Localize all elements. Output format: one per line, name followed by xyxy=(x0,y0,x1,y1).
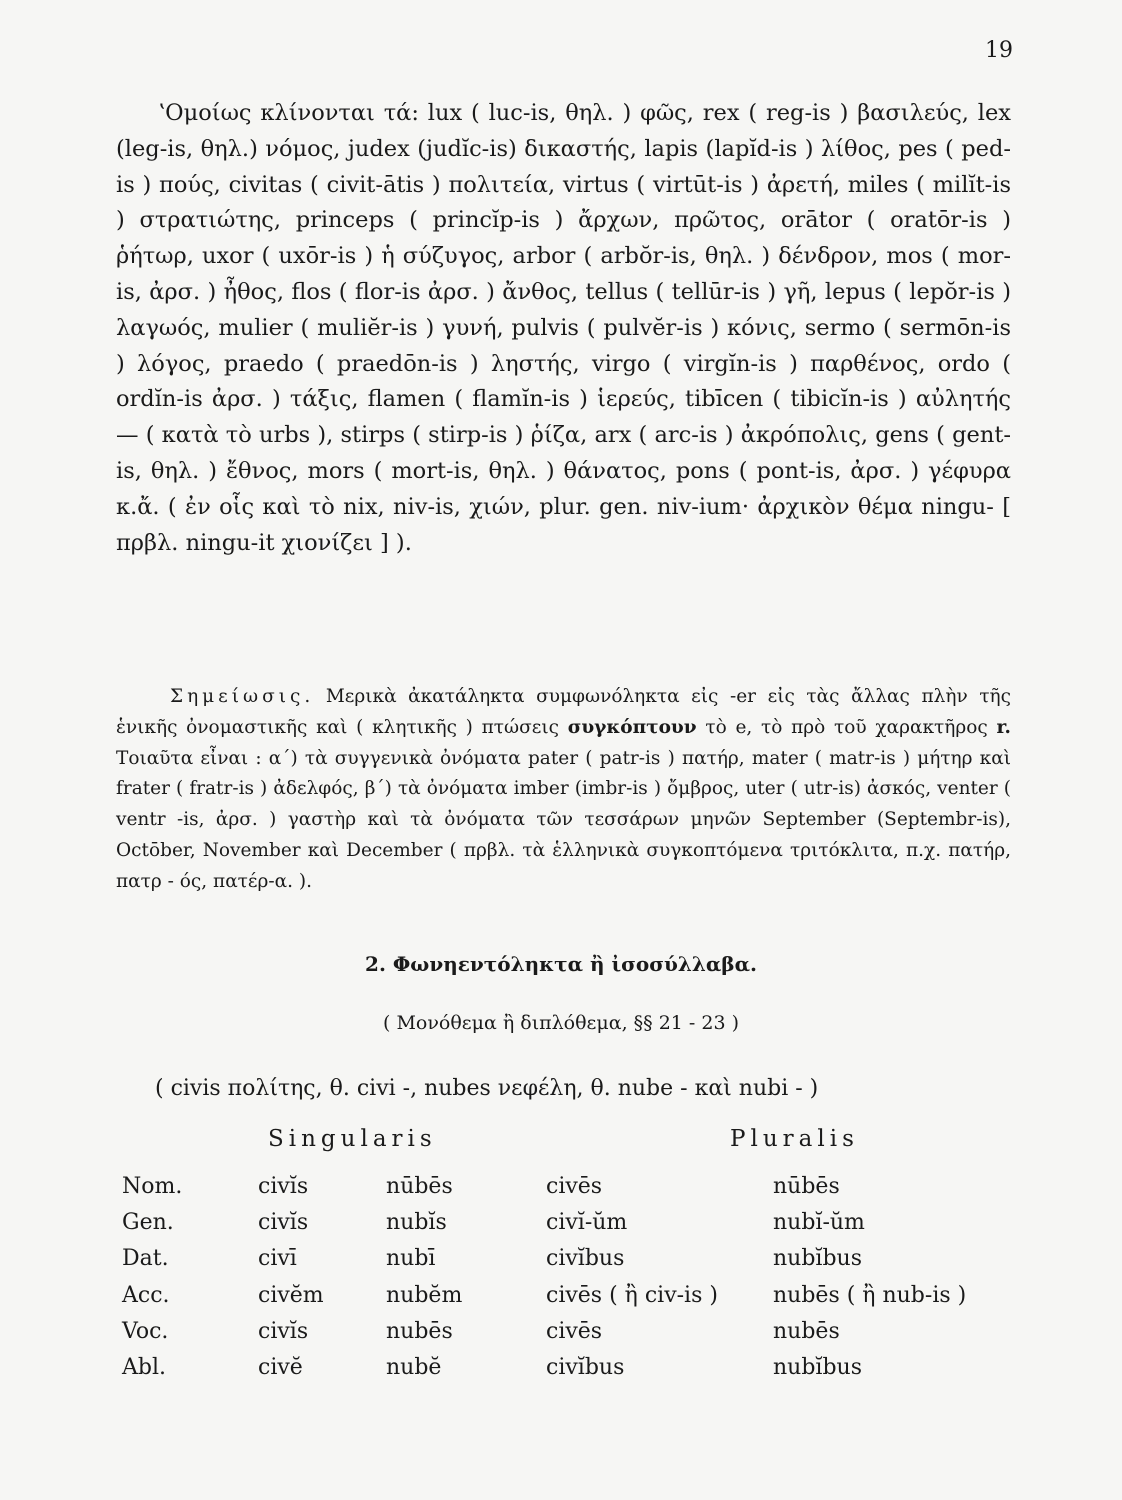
plural-header: Pluralis xyxy=(730,1126,859,1152)
note-text-part1: Μερικὰ ἀκατάληκτα συμφωνόληκτα εἰς -er εἰς τὰς ἄλλας πλὴν τῆς ἑνικῆς ὀνομαστικῆς καὶ ( κλητικῆς ) πτώσεις xyxy=(116,686,1011,738)
singular-nubes: nubĭs xyxy=(386,1210,447,1236)
case-label: Dat. xyxy=(122,1246,169,1272)
declension-examples-paragraph: ʽΟμοίως κλίνονται τά: lux ( luc-is, θηλ. ) φῶς, rex ( reg-is ) βασιλεύς, lex (leg-is, θηλ.) νόμος, judex (judĭc-is) δικαστής, lapis (lapĭd-is ) λίθος, pes ( ped-is ) πούς, civitas ( civit-ātis ) πολιτεία, virtus ( virtūt-is ) ἀρετή, miles ( milĭt-is ) στρατιώτης, princeps ( princĭp-is ) ἄρχων, πρῶτος, orātor ( oratōr-is ) ῥήτωρ, uxor ( uxōr-is ) ἡ σύζυγος, arbor ( arbŏr-is, θηλ. ) δένδρον, mos ( mor-is, ἀρσ. ) ἦθος, flos ( flor-is ἀρσ. ) ἄνθος, tellus ( tellūr-is ) γῆ, lepus ( lepŏr-is ) λαγωός, mulier ( muliĕr-is ) γυνή, pulvis ( pulvĕr-is ) κόνις, sermo ( sermōn-is ) λόγος, praedo ( praedōn-is ) ληστής, virgo ( virgĭn-is ) παρθένος, ordo ( ordĭn-is ἀρσ. ) τάξις, flamen ( flamĭn-is ) ἱερεύς, tibīcen ( tibicĭn-is ) αὐλητής — ( κατὰ τὸ urbs ), stirps ( stirp-is ) ῥίζα, arx ( arc-is ) ἀκρόπολις, gens ( gent-is, θηλ. ) ἔθνος, mors ( mort-is, θηλ. ) θάνατος, pons ( pont-is, ἀρσ. ) γέφυρα κ.ἄ. ( ἐν οἷς καὶ τὸ nix, niv-is, χιών, plur. gen. niv-ium· ἀρχικὸν θέμα ningu- [ πρβλ. ningu-it χιονίζει ] ). xyxy=(116,100,1011,556)
singular-civis: civĭs xyxy=(258,1210,309,1236)
case-label: Nom. xyxy=(122,1174,183,1199)
case-label: Voc. xyxy=(122,1318,169,1344)
singular-nubes: nubēs xyxy=(386,1318,453,1344)
note-text-part2: τὸ e, τὸ πρὸ τοῦ χαρακτῆρος xyxy=(705,716,988,738)
plural-nubes: nubēs ( ἢ nub-is ) xyxy=(773,1282,967,1308)
plural-nubes: nubĭbus xyxy=(773,1246,862,1272)
paradigm-row xyxy=(0,1355,1122,1389)
plural-civis: civĭbus xyxy=(546,1246,625,1272)
case-label: Abl. xyxy=(122,1355,166,1380)
case-label: Gen. xyxy=(122,1210,174,1236)
singular-header: Singularis xyxy=(268,1126,437,1152)
paradigm-row xyxy=(0,1283,1122,1317)
plural-civis: civēs ( ἢ civ-is ) xyxy=(546,1282,718,1308)
section-heading: 2. Φωνηεντόληκτα ἢ ἰσοσύλλαβα. xyxy=(365,952,757,976)
plural-civis: civĭ-ŭm xyxy=(546,1210,628,1236)
plural-nubes: nubĭ-ŭm xyxy=(773,1210,865,1236)
singular-nubes: nubī xyxy=(386,1246,436,1272)
plural-nubes: nubēs xyxy=(773,1318,840,1344)
singular-civis: civĕm xyxy=(258,1282,324,1308)
note-text-part3: Τοιαῦτα εἶναι : α΄) τὰ συγγενικὰ ὀνόματα pater ( patr-is ) πατήρ, mater ( matr-is ) μήτηρ καὶ frater ( fratr-is ) ἀδελφός, β΄) τὰ ὀνόματα imber (imbr-is ) ὄμβρος, uter ( utr-is) ἀσκός, venter ( ventr -is, ἀρσ. ) γαστὴρ καὶ τὰ ὀνόματα τῶν τεσσάρων μηνῶν September (Septembr-is), Octōber, November καὶ December ( πρβλ. τὰ ἑλληνικὰ συγκοπτόμενα τριτόκλιτα, π.χ. πατήρ, πατρ - ός, πατέρ-α. ). xyxy=(116,747,1011,892)
singular-civis: civĭs xyxy=(258,1318,309,1344)
note-paragraph xyxy=(116,682,1011,898)
note-r-character: r. xyxy=(996,716,1011,738)
plural-nubes: nūbēs xyxy=(773,1174,840,1199)
note-emphasis: συγκόπτουν xyxy=(567,716,697,738)
singular-civis: civĕ xyxy=(258,1355,303,1380)
singular-nubes: nūbēs xyxy=(386,1174,453,1199)
page-number: 19 xyxy=(985,38,1013,63)
singular-nubes: nubĕm xyxy=(386,1282,463,1308)
case-label: Acc. xyxy=(122,1282,170,1308)
singular-civis: civī xyxy=(258,1246,297,1272)
stems-line: ( civis πολίτης, θ. civi -, nubes νεφέλη, θ. nube - καὶ nubi - ) xyxy=(155,1076,819,1101)
singular-nubes: nubĕ xyxy=(386,1355,442,1380)
paradigm-row xyxy=(0,1210,1122,1244)
note-label: Σημείωσις. xyxy=(170,686,315,707)
plural-nubes: nubĭbus xyxy=(773,1355,862,1380)
paradigm-row xyxy=(0,1174,1122,1208)
paradigm-row xyxy=(0,1246,1122,1280)
section-subheading: ( Μονόθεμα ἢ διπλόθεμα, §§ 21 - 23 ) xyxy=(383,1012,739,1034)
paradigm-row xyxy=(0,1319,1122,1353)
plural-civis: civĭbus xyxy=(546,1355,625,1380)
plural-civis: civēs xyxy=(546,1318,603,1344)
singular-civis: civĭs xyxy=(258,1174,309,1199)
plural-civis: civēs xyxy=(546,1174,603,1199)
